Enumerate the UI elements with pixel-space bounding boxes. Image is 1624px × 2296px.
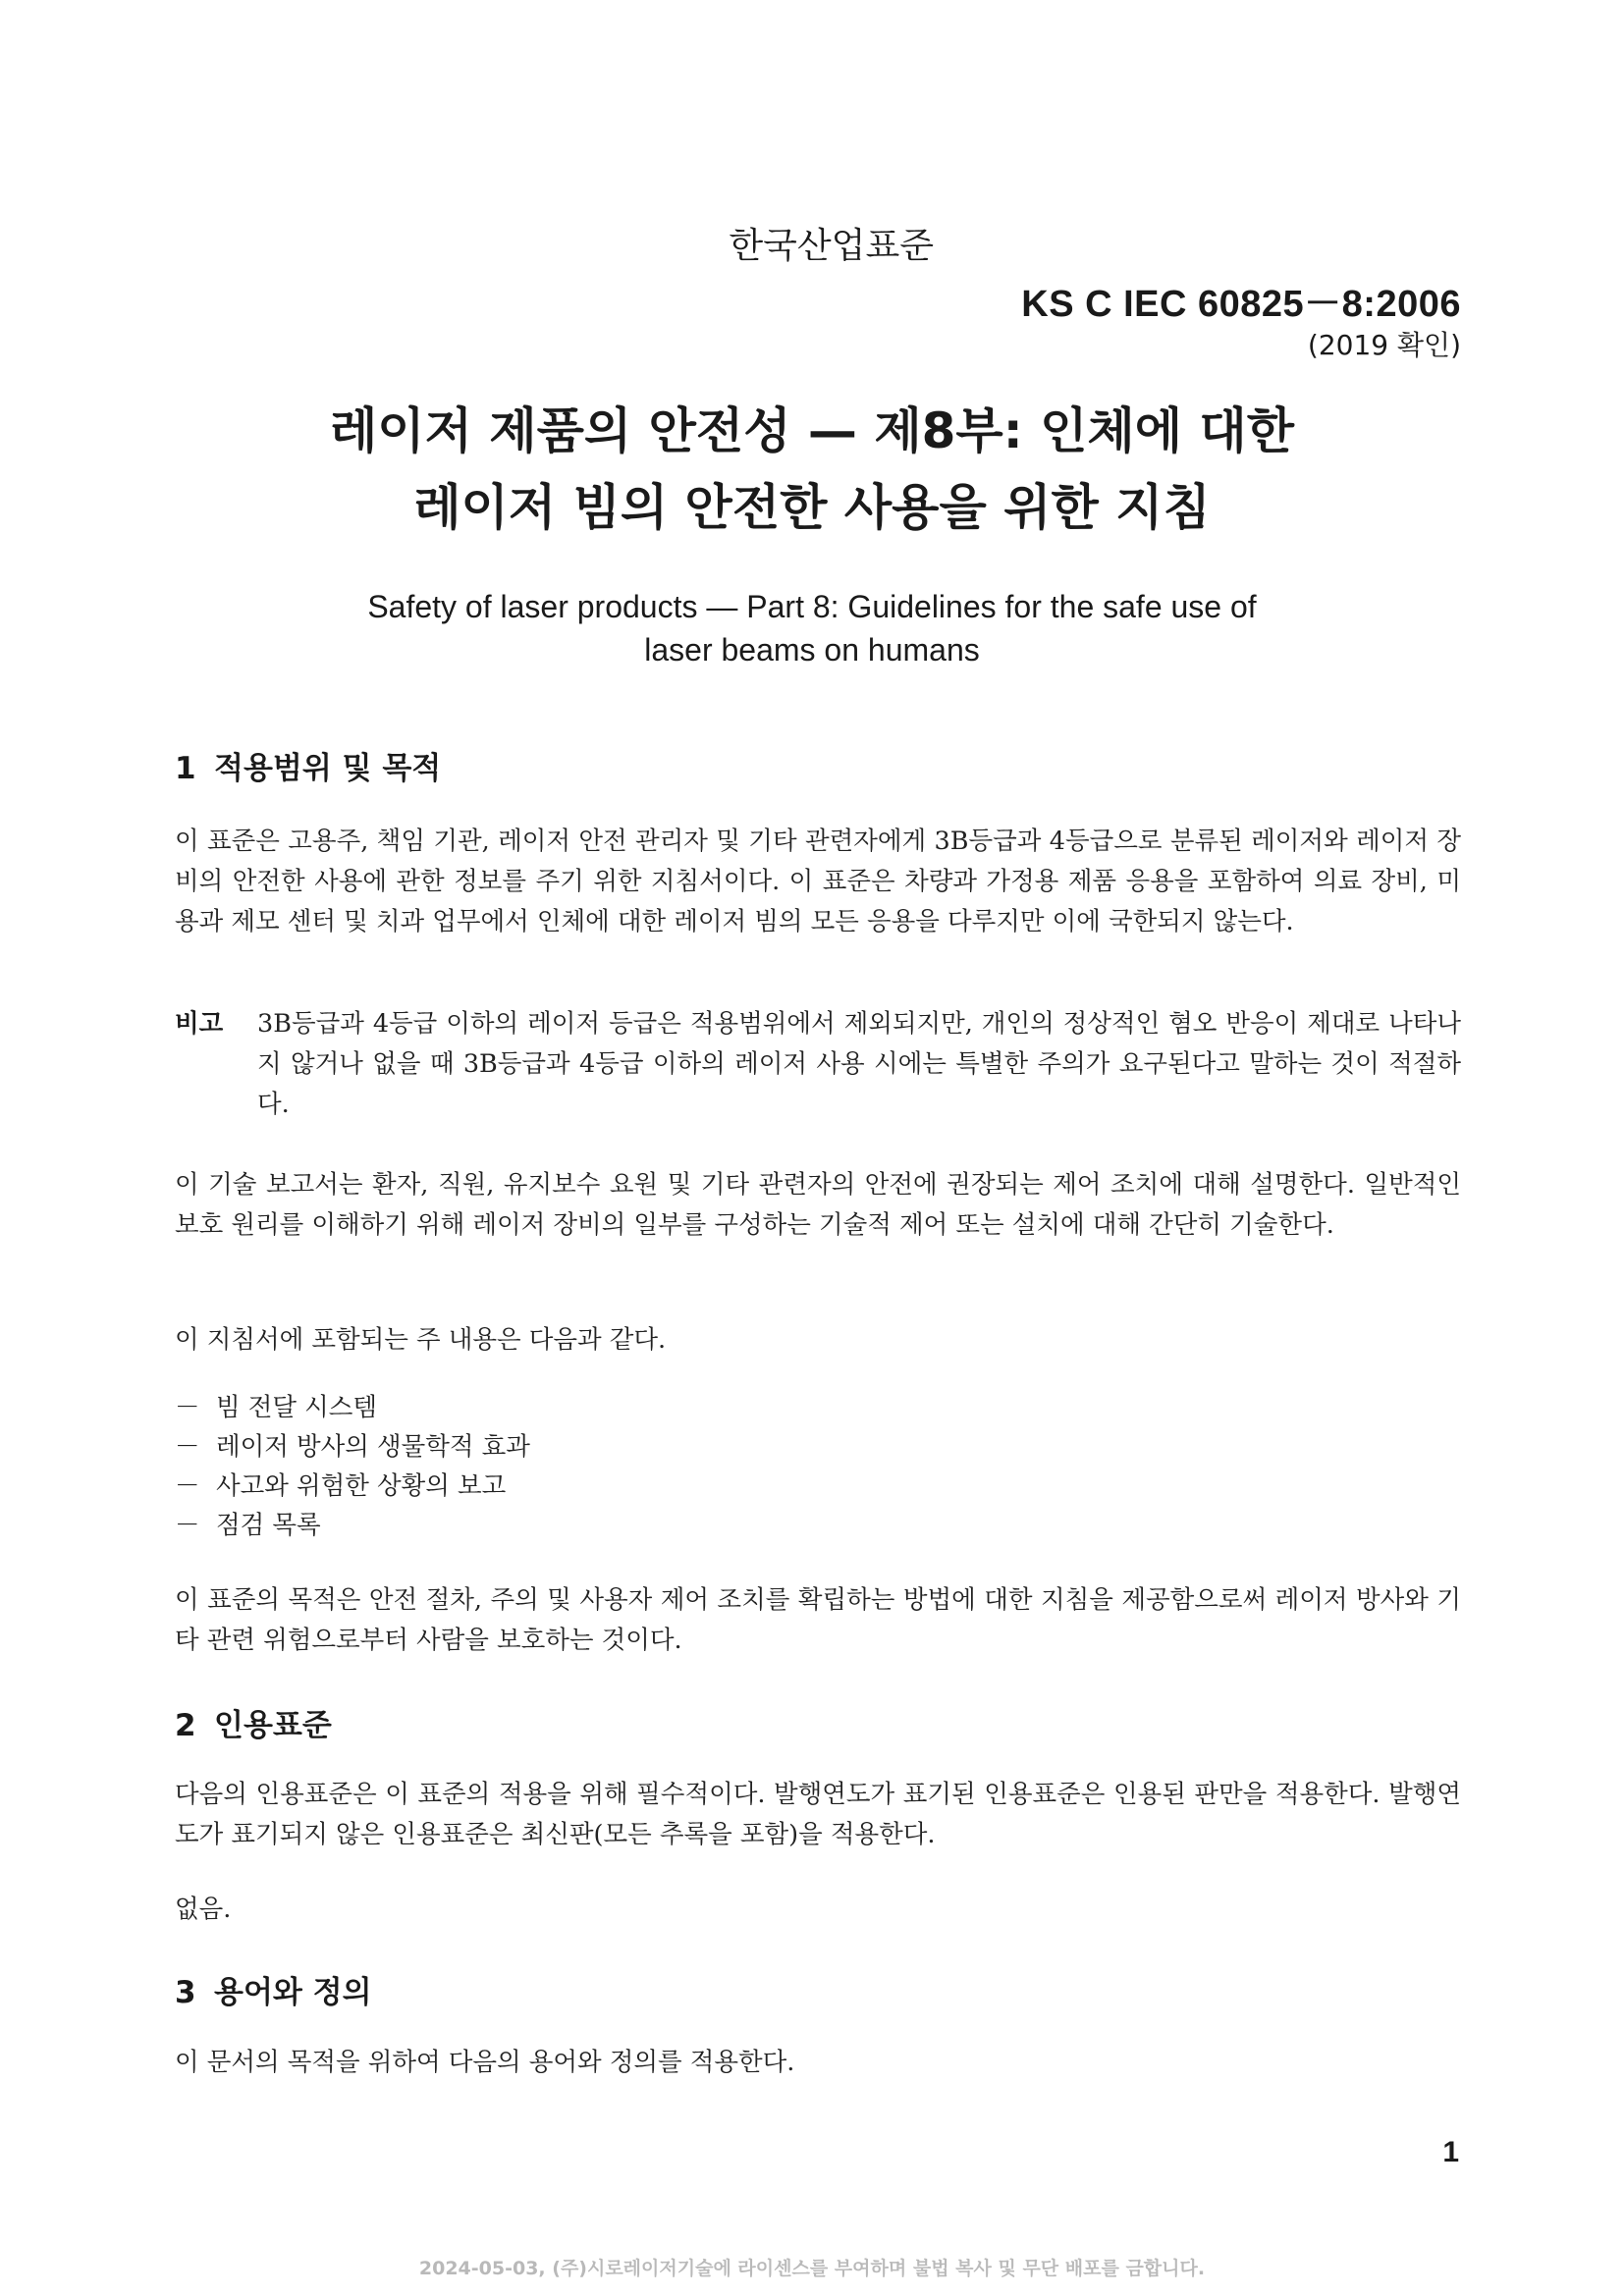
section-1-paragraph-1: 이 표준은 고용주, 책임 기관, 레이저 안전 관리자 및 기타 관련자에게 3B등급과 4등급으로 분류된 레이저와 레이저 장비의 안전한 사용에 관한 정보를 주기 위한 지침서이다. 이 표준은 차량과 가정용 제품 응용을 포함하여 의료 장비, 미용과 제모 센터 및 치과 업무에서 인체에 대한 레이저 빔의 모든 응용을 다루지만 이에 국한되지 않는다. xyxy=(175,827,1461,936)
section-1-paragraph-2: 이 기술 보고서는 환자, 직원, 유지보수 요원 및 기타 관련자의 안전에 권장되는 제어 조치에 대해 설명한다. 일반적인 보호 원리를 이해하기 위해 레이저 장비의 일부를 구성하는 기술적 제어 또는 설치에 대해 간단히 기술한다. xyxy=(175,1170,1461,1240)
section-2-number: 2 xyxy=(175,1708,196,1743)
section-1-number: 1 xyxy=(175,751,196,786)
section-3-heading xyxy=(175,1967,372,2011)
standard-code: KS C IEC 60825－8:2006 xyxy=(1021,284,1461,325)
confirmation-year: (2019 확인) xyxy=(1307,329,1461,361)
list-marker: － xyxy=(175,1511,200,1540)
section-1-paragraph-3: 이 지침서에 포함되는 주 내용은 다음과 같다. xyxy=(175,1325,667,1355)
page-number: 1 xyxy=(1442,2136,1459,2168)
content-list xyxy=(175,1388,530,1545)
list-marker: － xyxy=(175,1432,200,1462)
list-item: － 빔 전달 시스템 xyxy=(175,1388,530,1427)
note-text: 3B등급과 4등급 이하의 레이저 등급은 적용범위에서 제외되지만, 개인의 정상적인 혐오 반응이 제대로 나타나지 않거나 없을 때 3B등급과 4등급 이하의 레이저 사용 시에는 특별한 주의가 요구된다고 말하는 것이 적절하다. xyxy=(257,1009,1461,1119)
standard-name: 한국산업표준 xyxy=(729,226,934,266)
english-title xyxy=(0,585,1624,671)
english-title-line-1: Safety of laser products — Part 8: Guidelines for the safe use of xyxy=(367,589,1257,624)
section-1-heading xyxy=(175,743,441,787)
license-watermark: 2024-05-03, (주)시로레이저기술에 라이센스를 부여하며 불법 복사 및 무단 배포를 금합니다. xyxy=(418,2258,1206,2279)
section-1-paragraph-4: 이 표준의 목적은 안전 절차, 주의 및 사용자 제어 조치를 확립하는 방법에 대한 지침을 제공함으로써 레이저 방사와 기타 관련 위험으로부터 사람을 보호하는 것이다. xyxy=(175,1585,1461,1655)
korean-title-line-2: 레이저 빔의 안전한 사용을 위한 지침 xyxy=(413,479,1211,536)
list-item: － 사고와 위험한 상황의 보고 xyxy=(175,1467,530,1506)
note-label: 비고 xyxy=(175,1009,224,1039)
korean-title-line-1: 레이저 제품의 안전성 — 제8부: 인체에 대한 xyxy=(329,402,1295,459)
section-2-title: 인용표준 xyxy=(214,1708,332,1743)
korean-title xyxy=(0,393,1624,546)
section-2-paragraph-1: 다음의 인용표준은 이 표준의 적용을 위해 필수적이다. 발행연도가 표기된 인용표준은 인용된 판만을 적용한다. 발행연도가 표기되지 않은 인용표준은 최신판(모든 추록을 포함)을 적용한다. xyxy=(175,1780,1461,1849)
list-item: － 레이저 방사의 생물학적 효과 xyxy=(175,1427,530,1467)
section-3-number: 3 xyxy=(175,1975,196,2010)
section-3-title: 용어와 정의 xyxy=(214,1975,372,2010)
section-2-heading xyxy=(175,1700,332,1744)
list-item: － 점검 목록 xyxy=(175,1506,530,1545)
section-2-paragraph-2: 없음. xyxy=(175,1895,232,1924)
section-1-title: 적용범위 및 목적 xyxy=(214,751,442,786)
english-title-line-2: laser beams on humans xyxy=(644,632,980,667)
section-3-paragraph-1: 이 문서의 목적을 위하여 다음의 용어와 정의를 적용한다. xyxy=(175,2048,795,2077)
list-marker: － xyxy=(175,1471,200,1501)
list-marker: － xyxy=(175,1393,200,1422)
